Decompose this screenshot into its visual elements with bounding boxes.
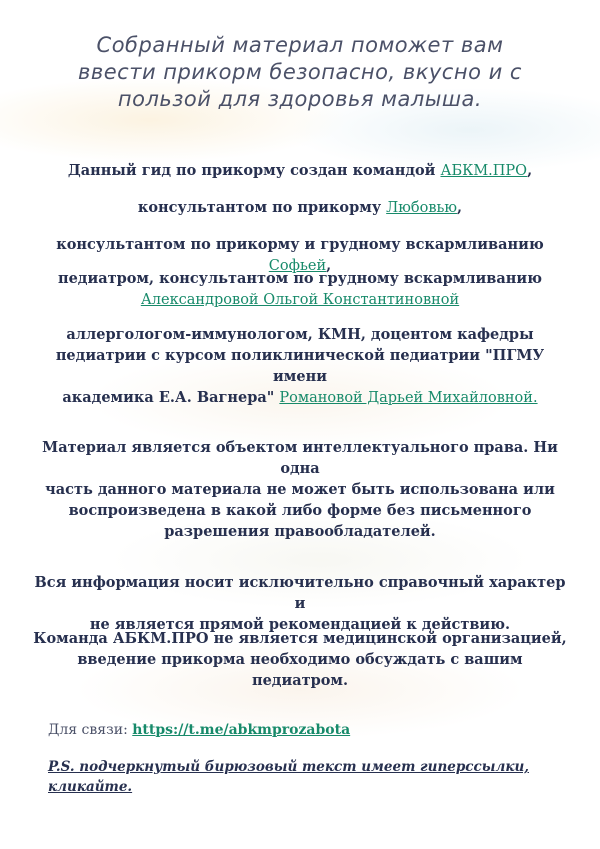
medical-disclaimer [30,628,570,691]
credit-allergist [30,324,570,409]
credit-team-text: Данный гид по прикорму создан командой [67,162,436,179]
copyright-line: разрешения правообладателей. [164,523,436,540]
credit-pediatrician [30,268,570,311]
comma: , [326,257,332,274]
credit-consultant-1-text: консультантом по прикорму [137,199,382,216]
ps-line: кликайте. [48,779,133,795]
consultant-2-link[interactable]: Софьей [268,258,327,274]
credit-consultant-1 [30,197,570,219]
contact-label: Для связи: [48,722,128,738]
credit-allergist-line: аллергологом-иммунологом, КМН, доцентом кафедры [66,326,534,343]
telegram-link[interactable]: https://t.me/abkmprozabota [132,722,351,738]
copyright-line: Материал является объектом интеллектуального права. Ни одна [42,439,558,477]
copyright-line: часть данного материала не может быть использована или [45,481,555,498]
disclaimer-notice [30,572,570,635]
ps-note [48,757,568,797]
ps-line: P.S. подчеркнутый бирюзовый текст имеет гиперссылки, [48,759,530,775]
disclaimer-line: Вся информация носит исключительно справочный характер и [34,574,566,612]
consultant-1-link[interactable]: Любовью [386,200,458,216]
disclaimer-line: Команда АБКМ.ПРО не является медицинской организацией, [33,630,567,647]
copyright-line: воспроизведена в какой либо форме без письменного [68,502,532,519]
credit-team [30,160,570,182]
credit-allergist-line: академика Е.А. Вагнера" [62,389,275,406]
comma: , [457,199,463,216]
allergist-link[interactable]: Романовой Дарьей Михайловной. [279,390,538,406]
credit-allergist-line: педиатрии с курсом поликлинической педиатрии "ПГМУ имени [55,347,545,385]
contact-line [48,722,568,738]
disclaimer-line: не является прямой рекомендацией к действию. [89,616,511,633]
heading-line: Собранный материал поможет вам [96,33,504,57]
disclaimer-line: введение прикорма необходимо обсуждать с вашим педиатром. [77,651,523,689]
credit-pediatrician-text: педиатром, консультантом по грудному вскармливанию [57,270,543,287]
heading-line: пользой для здоровья малыша. [117,87,483,111]
page-heading [40,32,560,113]
comma: , [527,162,533,179]
team-link[interactable]: АБКМ.ПРО [440,163,528,179]
heading-line: ввести прикорм безопасно, вкусно и с [78,60,522,84]
pediatrician-link[interactable]: Александровой Ольгой Константиновной [140,292,460,308]
copyright-notice [30,437,570,542]
credit-consultant-2-text: консультантом по прикорму и грудному вскармливанию [56,236,544,253]
